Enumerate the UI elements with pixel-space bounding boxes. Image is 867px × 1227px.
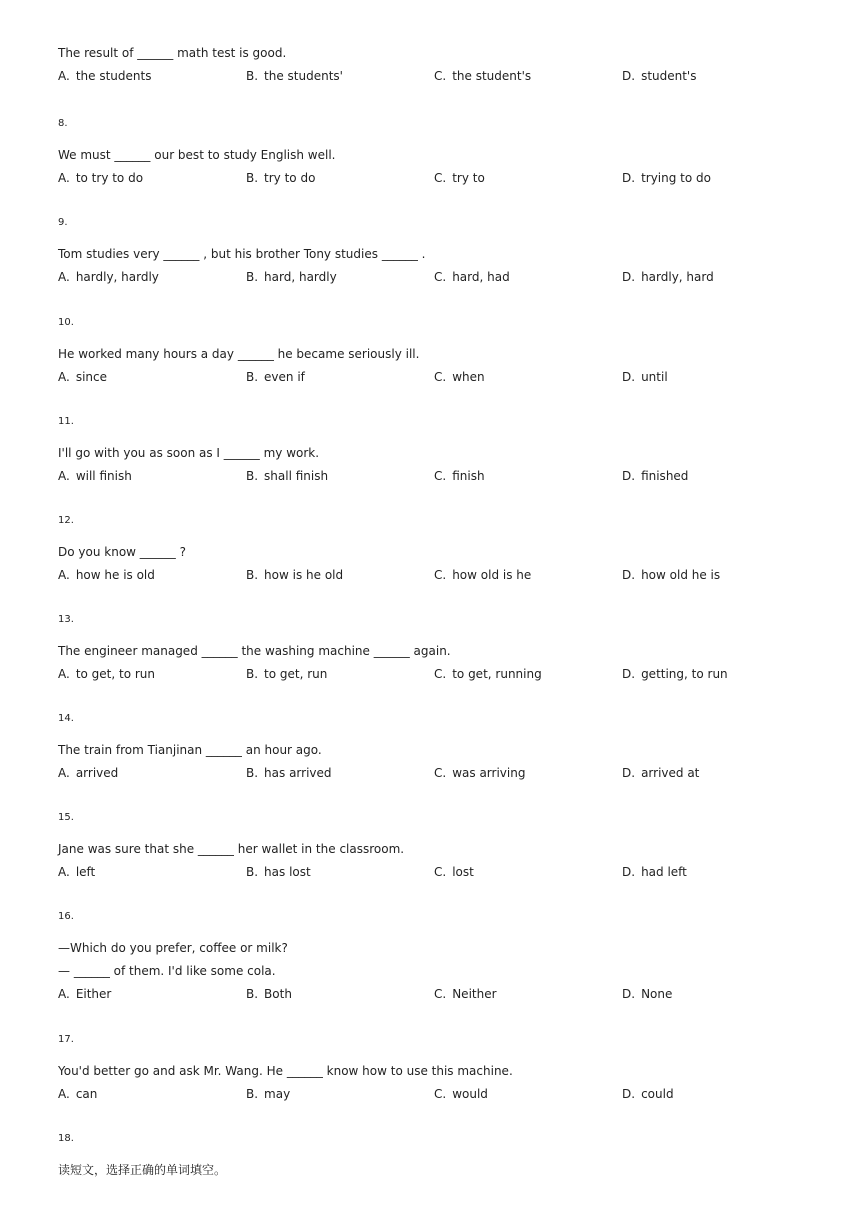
option-b[interactable]: B. even if xyxy=(246,370,305,384)
option-b[interactable]: B. Both xyxy=(246,987,292,1001)
question-number: 18. xyxy=(58,1133,74,1144)
question-16 xyxy=(58,910,818,1006)
option-a[interactable]: A. hardly, hardly xyxy=(58,270,159,284)
options-row xyxy=(58,983,818,1006)
options-row xyxy=(58,65,818,88)
option-b[interactable]: B. try to do xyxy=(246,171,316,185)
question-stem: — ______ of them. I'd like some cola. xyxy=(58,964,276,978)
option-c[interactable]: C. the student's xyxy=(434,69,532,83)
option-c[interactable]: C. to get, running xyxy=(434,667,542,681)
option-b[interactable]: B. has arrived xyxy=(246,766,332,780)
options-row xyxy=(58,762,818,785)
question-stem: The result of ______ math test is good. xyxy=(58,46,287,60)
question-number: 12. xyxy=(58,515,74,526)
option-b[interactable]: B. has lost xyxy=(246,865,311,879)
option-d[interactable]: D. arrived at xyxy=(622,766,700,780)
option-c[interactable]: C. how old is he xyxy=(434,568,532,582)
option-a[interactable]: A. left xyxy=(58,865,96,879)
option-c[interactable]: C. Neither xyxy=(434,987,497,1001)
option-a[interactable]: A. the students xyxy=(58,69,152,83)
question-14 xyxy=(58,712,818,785)
options-row xyxy=(58,465,818,488)
option-c[interactable]: C. hard, had xyxy=(434,270,510,284)
option-d[interactable]: D. how old he is xyxy=(622,568,721,582)
question-stem: Jane was sure that she ______ her wallet in the classroom. xyxy=(58,842,405,856)
question-18 xyxy=(58,1132,818,1182)
option-c[interactable]: C. try to xyxy=(434,171,485,185)
question-number: 17. xyxy=(58,1034,74,1045)
options-row xyxy=(58,1083,818,1106)
question-number: 13. xyxy=(58,614,74,625)
option-d[interactable]: D. hardly, hard xyxy=(622,270,714,284)
option-b[interactable]: B. shall finish xyxy=(246,469,329,483)
question-10 xyxy=(58,316,818,389)
options-row xyxy=(58,663,818,686)
option-b[interactable]: B. hard, hardly xyxy=(246,270,337,284)
question-stem: —Which do you prefer, coffee or milk? xyxy=(58,941,288,955)
option-a[interactable]: A. how he is old xyxy=(58,568,155,582)
question-8 xyxy=(58,117,818,190)
question-number: 14. xyxy=(58,713,74,724)
option-d[interactable]: D. had left xyxy=(622,865,687,879)
option-d[interactable]: D. trying to do xyxy=(622,171,711,185)
option-c[interactable]: C. was arriving xyxy=(434,766,526,780)
option-a[interactable]: A. can xyxy=(58,1087,98,1101)
option-a[interactable]: A. will finish xyxy=(58,469,132,483)
question-stem: He worked many hours a day ______ he became seriously ill. xyxy=(58,347,420,361)
question-number: 10. xyxy=(58,317,74,328)
option-c[interactable]: C. when xyxy=(434,370,485,384)
question-number: 16. xyxy=(58,911,74,922)
options-row xyxy=(58,861,818,884)
option-c[interactable]: C. would xyxy=(434,1087,488,1101)
options-row xyxy=(58,366,818,389)
option-d[interactable]: D. getting, to run xyxy=(622,667,728,681)
question-stem: You'd better go and ask Mr. Wang. He ______ know how to use this machine. xyxy=(58,1064,513,1078)
question-stem: Tom studies very ______ , but his brother Tony studies ______ . xyxy=(58,247,426,261)
question-number: 9. xyxy=(58,217,68,228)
option-a[interactable]: A. to try to do xyxy=(58,171,144,185)
option-d[interactable]: D. student's xyxy=(622,69,697,83)
option-b[interactable]: B. to get, run xyxy=(246,667,328,681)
question-15 xyxy=(58,811,818,884)
question-12 xyxy=(58,514,818,587)
question-9 xyxy=(58,216,818,289)
question-number: 8. xyxy=(58,118,68,129)
option-c[interactable]: C. lost xyxy=(434,865,474,879)
question-instruction: 读短文，选择正确的单词填空。 xyxy=(58,1163,227,1177)
option-a[interactable]: A. Either xyxy=(58,987,112,1001)
option-a[interactable]: A. to get, to run xyxy=(58,667,156,681)
question-7 xyxy=(58,42,818,88)
question-17 xyxy=(58,1033,818,1106)
option-b[interactable]: B. the students' xyxy=(246,69,343,83)
option-b[interactable]: B. how is he old xyxy=(246,568,344,582)
question-13 xyxy=(58,613,818,686)
option-d[interactable]: D. could xyxy=(622,1087,674,1101)
options-row xyxy=(58,564,818,587)
question-stem: The engineer managed ______ the washing machine ______ again. xyxy=(58,644,451,658)
option-d[interactable]: D. until xyxy=(622,370,668,384)
question-stem: Do you know ______ ? xyxy=(58,545,186,559)
option-a[interactable]: A. arrived xyxy=(58,766,119,780)
option-b[interactable]: B. may xyxy=(246,1087,291,1101)
options-row xyxy=(58,266,818,289)
option-d[interactable]: D. None xyxy=(622,987,673,1001)
question-stem: I'll go with you as soon as I ______ my work. xyxy=(58,446,320,460)
option-d[interactable]: D. finished xyxy=(622,469,689,483)
question-number: 15. xyxy=(58,812,74,823)
option-c[interactable]: C. finish xyxy=(434,469,485,483)
question-stem: The train from Tianjinan ______ an hour ago. xyxy=(58,743,322,757)
question-number: 11. xyxy=(58,416,74,427)
option-a[interactable]: A. since xyxy=(58,370,107,384)
question-stem: We must ______ our best to study English well. xyxy=(58,148,336,162)
options-row xyxy=(58,167,818,190)
question-11 xyxy=(58,415,818,488)
